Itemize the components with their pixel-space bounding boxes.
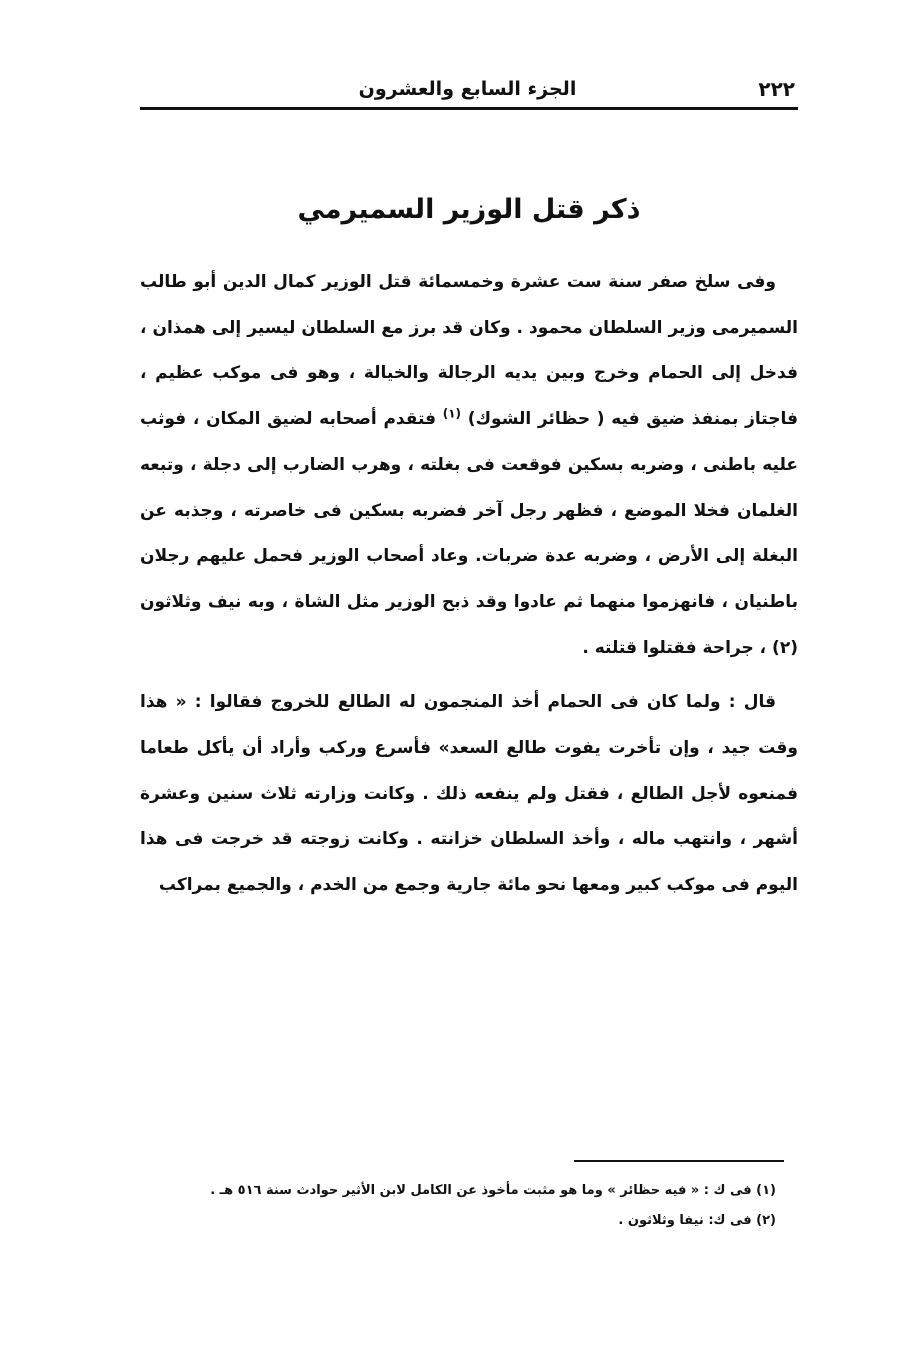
paragraph-1-text-after: فتقدم أصحابه لضيق المكان ، فوثب عليه باطنى ، وضربه بسكين فوقعت فى بغلته ، وهرب الضارب إلى دجلة ، وتبعه الغلمان فخلا الموضع ، فظهر رجل آخر فضربه بسكين فى خاصرته ، وجذبه عن البغلة إلى الأرض ، وضربه عدة ضربات. وعاد أصحاب الوزير فحمل عليهم رجلان باطنيان ، فانهزموا منهما ثم عادوا وقد ذبح الوزير مثل الشاة ، وبه نيف وثلاثون (٢) ، جراحة فقتلوا قتلته . [140,409,798,658]
paragraph-2: قال : ولما كان فى الحمام أخذ المنجمون له الطالع للخروج فقالوا : « هذا وقت جيد ، وإن تأخرت يفوت طالع السعد» فأسرع وركب وأراد أن يأكل طعاما فمنعوه لأجل الطالع ، فقتل ولم ينفعه ذلك . وكانت وزارته ثلاث سنين وعشرة أشهر ، وانتهب ماله ، وأخذ السلطان خزانته . وكانت زوجته قد خرجت فى هذا اليوم فى موكب كبير ومعها نحو مائة جارية وجمع من الخدم ، والجميع بمراكب [140,692,798,896]
paragraph-1-text-before: وفى سلخ صفر سنة ست عشرة وخمسمائة قتل الوزير كمال الدين أبو طالب السميرمى وزير السلطان محمود . وكان قد برز مع السلطان ليسير إلى همذان ، فدخل إلى الحمام وخرج وبين يديه الرجالة والخيالة ، وهو فى موكب عظيم ، فاجتاز بمنفذ ضيق فيه ( حظائر الشوك) [140,272,798,430]
footnote-ref-1: (١) [442,406,462,421]
footnote-rule [574,1160,784,1162]
header-rule [140,107,798,110]
footnotes [140,1176,798,1236]
footnote-2: (٢) فى ك: نيفا وثلاثون . [618,1213,776,1228]
section-heading: ذكر قتل الوزير السميرمي [297,194,641,225]
running-header [140,74,795,104]
body-text [140,260,798,909]
running-title: الجزء السابع والعشرون [358,78,577,100]
footnote-1: (١) فى ك : « فيه حظائر » وما هو مثبت مأخوذ عن الكامل لابن الأثير حوادث سنة ٥١٦ هـ . [210,1183,776,1198]
page-number: ٢٢٢ [758,77,795,101]
paragraph-1 [140,260,798,671]
